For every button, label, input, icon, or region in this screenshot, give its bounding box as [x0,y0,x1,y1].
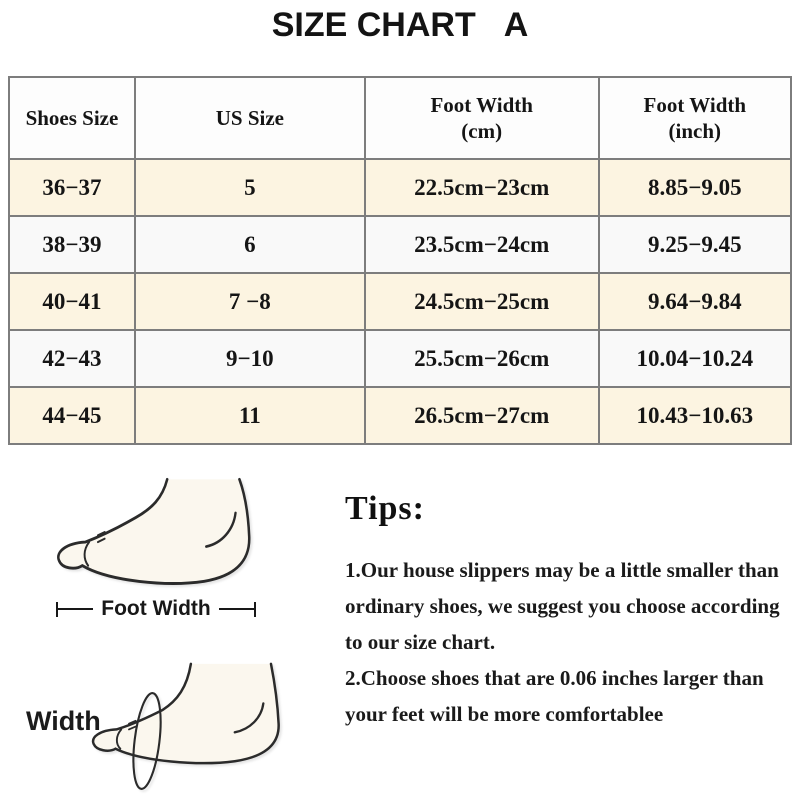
header-us-size [135,77,365,159]
cell-us-size: 7 −8 [135,273,365,330]
header-foot-width-cm [365,77,599,159]
header-sub-label: (inch) [668,119,722,143]
title-main: SIZE CHART [271,6,476,44]
measure-line-left [58,608,93,611]
table-header-row [9,77,791,159]
cell-foot-width-inch: 9.25−9.45 [599,216,791,273]
tips-section [345,490,795,732]
cell-us-size: 5 [135,159,365,216]
header-sub-label: (cm) [461,119,503,143]
cell-shoes-size: 36−37 [9,159,135,216]
cell-foot-width-inch: 10.43−10.63 [599,387,791,444]
cell-foot-width-inch: 10.04−10.24 [599,330,791,387]
foot-outline [58,479,249,583]
foot-width-ellipse-illustration [86,660,291,795]
title-suffix: A [503,6,529,44]
cell-shoes-size: 44−45 [9,387,135,444]
cell-us-size: 6 [135,216,365,273]
cell-shoes-size: 40−41 [9,273,135,330]
header-label: Foot Width [643,92,747,117]
cell-foot-width-inch: 8.85−9.05 [599,159,791,216]
bottom-section [0,460,800,800]
foot-width-label: Foot Width [101,597,211,620]
tip-line: to our size chart. [345,630,496,654]
table-row [9,216,791,273]
cell-us-size: 9−10 [135,330,365,387]
tip-line: 1.Our house slippers may be a little smaller than [345,558,779,582]
table-row [9,273,791,330]
cell-shoes-size: 38−39 [9,216,135,273]
tip-item [345,660,795,732]
cell-foot-width-cm: 23.5cm−24cm [365,216,599,273]
table-row [9,159,791,216]
cell-foot-width-cm: 26.5cm−27cm [365,387,599,444]
header-foot-width-inch [599,77,791,159]
header-label: Foot Width [430,92,533,117]
cell-us-size: 11 [135,387,365,444]
tip-line: 2.Choose shoes that are 0.06 inches larger than [345,666,764,690]
header-shoes-size [9,77,135,159]
header-label: US Size [215,105,284,130]
header-label: Shoes Size [25,105,119,130]
foot-width-measure [56,597,256,620]
cell-foot-width-cm: 24.5cm−25cm [365,273,599,330]
foot-side-view-illustration [52,476,257,588]
table-row [9,330,791,387]
table-row [9,387,791,444]
size-chart-table [8,76,792,445]
cell-shoes-size: 42−43 [9,330,135,387]
cell-foot-width-cm: 22.5cm−23cm [365,159,599,216]
cell-foot-width-inch: 9.64−9.84 [599,273,791,330]
page-title [0,6,800,45]
cell-foot-width-cm: 25.5cm−26cm [365,330,599,387]
tip-item [345,552,795,660]
width-label: Width [26,706,101,736]
tip-line: your feet will be more comfortablee [345,702,664,726]
measure-right-tick [254,602,256,617]
tips-heading: Tips: [345,490,425,527]
measure-line-right [219,608,254,611]
tip-line: ordinary shoes, we suggest you choose according [345,594,780,618]
